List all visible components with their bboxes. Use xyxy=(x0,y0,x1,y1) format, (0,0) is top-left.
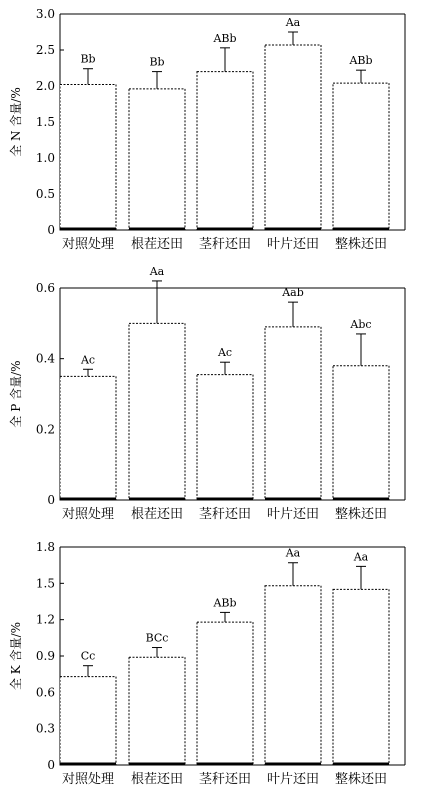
y-axis-title: 全 K 含量/% xyxy=(9,621,23,691)
significance-label: ABb xyxy=(349,54,373,68)
y-axis-title: 全 N 含量/% xyxy=(9,87,23,157)
y-tick-label: 1.8 xyxy=(35,540,55,554)
bar xyxy=(197,622,253,765)
significance-label: Aa xyxy=(285,546,301,560)
bar xyxy=(60,677,116,765)
bar xyxy=(265,586,321,765)
y-tick-label: 0.6 xyxy=(35,281,55,295)
significance-label: Bb xyxy=(149,55,165,69)
y-tick-label: 0 xyxy=(47,493,55,507)
y-tick-label: 2.5 xyxy=(35,43,55,57)
bar xyxy=(129,89,185,230)
bar xyxy=(265,327,321,500)
category-label: 茎秆还田 xyxy=(198,237,252,252)
category-label: 对照处理 xyxy=(61,772,115,787)
category-label: 根茬还田 xyxy=(130,507,184,522)
category-label: 对照处理 xyxy=(61,237,115,252)
category-label: 叶片还田 xyxy=(266,237,320,252)
y-tick-label: 0.4 xyxy=(35,351,55,366)
y-tick-label: 0 xyxy=(47,223,55,237)
bar xyxy=(197,72,253,230)
bar xyxy=(129,323,185,500)
y-tick-label: 0.5 xyxy=(35,187,55,201)
bar xyxy=(129,657,185,765)
y-tick-label: 2.0 xyxy=(35,79,55,93)
y-tick-label: 1.5 xyxy=(35,115,55,129)
category-label: 整株还田 xyxy=(334,507,388,522)
y-tick-label: 3.0 xyxy=(35,7,55,21)
category-label: 茎秆还田 xyxy=(198,772,252,787)
y-tick-label: 0 xyxy=(47,758,55,772)
significance-label: Bb xyxy=(80,52,96,66)
y-tick-label: 1.2 xyxy=(35,612,55,627)
category-label: 茎秆还田 xyxy=(198,507,252,522)
significance-label: Ac xyxy=(217,346,233,360)
bar xyxy=(265,45,321,230)
category-label: 叶片还田 xyxy=(266,772,320,787)
chart-panel-2 xyxy=(8,265,405,522)
category-label: 整株还田 xyxy=(334,772,388,787)
chart-panel-3 xyxy=(8,540,405,787)
bar xyxy=(197,375,253,500)
bar xyxy=(333,83,389,230)
significance-label: ABb xyxy=(213,31,237,45)
y-tick-label: 0.2 xyxy=(35,422,55,437)
y-tick-label: 1.5 xyxy=(35,576,55,591)
bar xyxy=(60,85,116,230)
y-tick-label: 0.3 xyxy=(35,721,55,736)
significance-label: BCc xyxy=(145,631,169,645)
bar xyxy=(333,366,389,500)
significance-label: Aa xyxy=(149,264,165,278)
significance-label: Cc xyxy=(80,649,96,663)
category-label: 根茬还田 xyxy=(130,237,184,252)
y-tick-label: 1.0 xyxy=(35,151,55,165)
y-axis-title: 全 P 含量/% xyxy=(9,360,23,428)
significance-label: Aa xyxy=(285,16,301,29)
significance-label: Abc xyxy=(350,317,372,331)
category-label: 整株还田 xyxy=(334,237,388,252)
bar xyxy=(333,589,389,765)
significance-label: Aa xyxy=(353,550,369,564)
category-label: 叶片还田 xyxy=(266,507,320,522)
chart-panel-1 xyxy=(8,7,405,252)
y-tick-label: 0.6 xyxy=(35,685,55,700)
significance-label: Aab xyxy=(282,286,304,300)
category-label: 根茬还田 xyxy=(130,772,184,787)
significance-label: ABb xyxy=(213,596,237,610)
significance-label: Ac xyxy=(80,353,96,367)
y-tick-label: 0.9 xyxy=(35,649,55,663)
bar xyxy=(60,376,116,500)
category-label: 对照处理 xyxy=(61,507,115,522)
